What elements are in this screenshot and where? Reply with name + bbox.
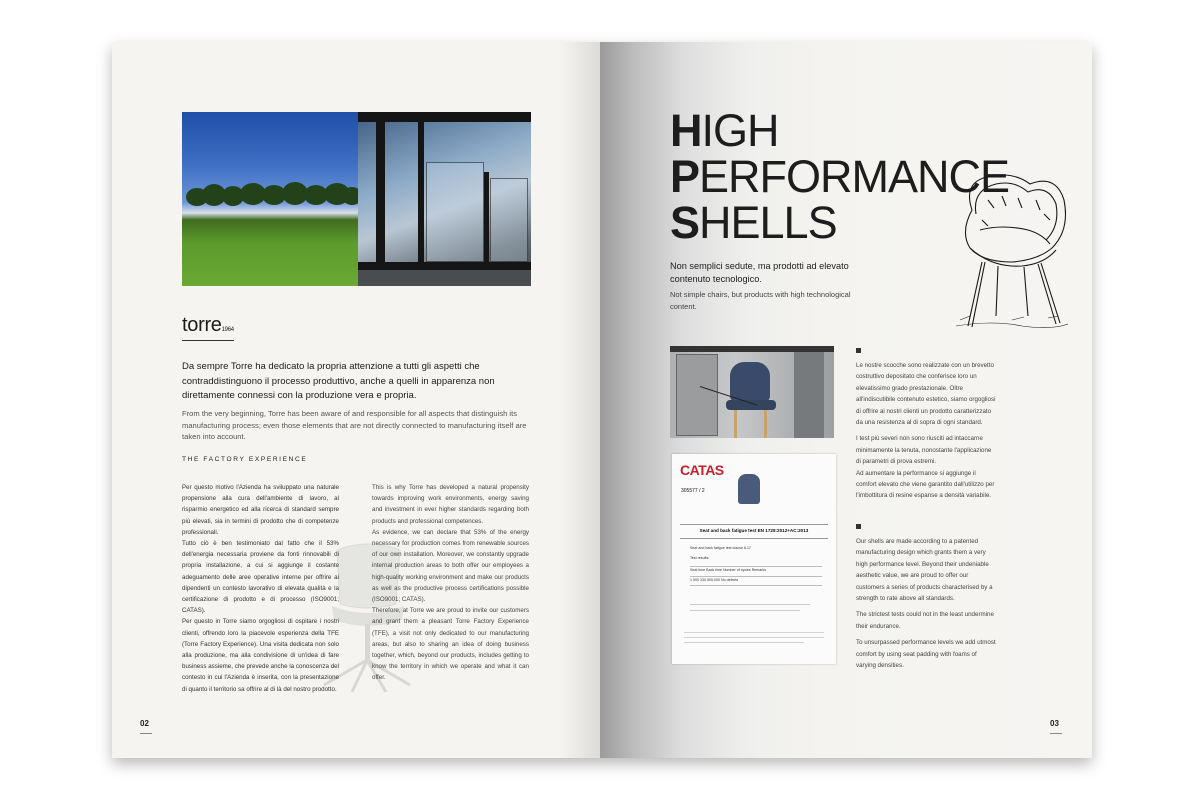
paragraph: Le nostre scocche sono realizzate con un brevetto costruttivo depositato che conferisce loro un elevatissimo grado prestazionale. Oltre all'indiscutibile contenuto estetico, siamo orgogliosi di offrire ai nostri clienti un prodotto caratterizzato da una resistenza al di sopra di ogni standard.: [856, 362, 996, 427]
factory-text-english: [372, 482, 529, 684]
divider: [680, 538, 828, 539]
tagline-english: Not simple chairs, but products with high technological content.: [670, 290, 851, 311]
bullet-marker: [856, 348, 861, 353]
left-page: [112, 42, 600, 758]
paragraph: Therefore, at Torre we are proud to invite our customers and grant them a pleasant Torre Factory Experience (TFE), a visit not only dedicated to our manufacturing areas, but also to sharing an idea of doing business together, which, beyond our products, includes getting to know the territory in which we operate and what it can offer.: [372, 607, 529, 682]
paragraph: Ad aumentare la performance si aggiunge il comfort elevato che viene garantito dall'utilizzo per l'imbottitura di resine espanse a densità variabile.: [856, 469, 995, 500]
paragraph: Our shells are made according to a patented manufacturing design which grants them a very high performance level. Beyond their undeniable aesthetic value, we are proud to offer our customers a series of products characterised by a strength to rate above all standards.: [856, 538, 993, 603]
paragraph: As evidence, we can declare that 53% of the energy necessary for production comes from renewable sources of our own installation. Moreover, we constantly upgrade internal production areas to both offer our employees a high-quality working environment and make our products as well as the productive process certifications possible (ISO9001; CATAS).: [372, 528, 529, 604]
factory-entrance-photo: [358, 112, 531, 286]
paragraph: Tutto ciò è ben testimoniato dal fatto che il 53% dell'energia necessaria proviene da fonti rinnovabili di propria installazione, a cui si aggiunge il costante adeguamento delle aree operative interne per offrire ai dipendenti un contesto lavorativo di elevata qualità e la certificazione di prodotto e di processo (ISO9001; CATAS).: [182, 540, 339, 615]
report-number: 305577 / 2: [681, 488, 705, 494]
heading-line: HIGH: [670, 105, 779, 156]
paragraph: I test più severi non sono riusciti ad intaccarne minimamente la tenuta, nonostante l'applicazione di parametri di prova estremi.: [856, 435, 992, 466]
catas-logo: CATAS: [680, 462, 724, 478]
heading-line: SHELLS: [670, 197, 837, 248]
chair-thumbnail: [738, 474, 760, 504]
heading-line: PERFORMANCE: [670, 151, 1010, 202]
page-number-left: 02: [140, 719, 149, 728]
lab-test-photo: [670, 346, 834, 438]
intro-italian: Da sempre Torre ha dedicato la propria attenzione a tutti gli aspetti che contraddistinguono il processo produttivo, anche a quelli in apparenza non direttamente connessi con la produzione vera e propria.: [182, 361, 495, 401]
tagline-italian: Non semplici sedute, ma prodotti ad elevato contenuto tecnologico.: [670, 261, 849, 284]
report-line: 1 000 330 500.000 No defects: [690, 578, 739, 582]
paragraph: Per questo in Torre siamo orgogliosi di ospitare i nostri clienti, offrendo loro la piacevole esperienza della TFE (Torre Factory Experience). Una visita dedicata non solo alla produzione, ma alla condivisione di un'idea di fare business assieme, che prevede anche la conoscenza del contesto in cui l'Azienda è inserita, con la presentazione di quanto il territorio sa offrire al di là del nostro prodotto.: [182, 618, 339, 693]
factory-text-italian: [182, 482, 339, 695]
divider: [1050, 733, 1062, 734]
brand-logo-suffix: 1964: [221, 327, 234, 333]
divider: [140, 733, 152, 734]
section-title: THE FACTORY EXPERIENCE: [182, 456, 308, 463]
report-line: Test results:: [690, 556, 710, 560]
intro-english: From the very beginning, Torre has been aware of and responsible for all aspects that distinguish its manufacturing process; even those elements that are not directly connected to manufacturing itself are taken into account.: [182, 409, 527, 441]
brand-logo: torre1964: [182, 314, 234, 336]
performance-text-italian: [856, 360, 996, 502]
bullet-marker: [856, 524, 861, 529]
report-line: Seat and back fatigue test clause 6.17: [690, 546, 751, 550]
divider: [182, 340, 234, 341]
paragraph: This is why Torre has developed a natural propensity towards improving work environments, energy saving and investment in ever higher standards regarding both products and professional competences.: [372, 484, 529, 525]
factory-landscape-photo: [182, 112, 358, 286]
divider: [680, 524, 828, 525]
chair-sketch-illustration: [952, 170, 1070, 330]
report-title: Seat and back fatigue test EN 1728:2012+AC:2013: [699, 528, 809, 533]
paragraph: The strictest tests could not in the least undermine their endurance.: [856, 611, 994, 630]
right-page: [600, 42, 1092, 758]
report-line: Seat time Back time Number of cycles Remarks: [690, 568, 767, 572]
paragraph: To unsurpassed performance levels we add utmost comfort by using seat padding with foams of varying densities.: [856, 639, 996, 670]
page-number-right: 03: [1050, 719, 1059, 728]
brochure-spread: [112, 42, 1092, 758]
performance-text-english: [856, 536, 996, 671]
catas-test-report: [672, 454, 836, 664]
paragraph: Per questo motivo l'Azienda ha sviluppato una naturale propensione alla cura dell'ambiente di lavoro, al risparmio energetico ed alla ricerca di standard sempre più elevati, sia in termini di prodotto che di competenze professionali.: [182, 484, 339, 536]
